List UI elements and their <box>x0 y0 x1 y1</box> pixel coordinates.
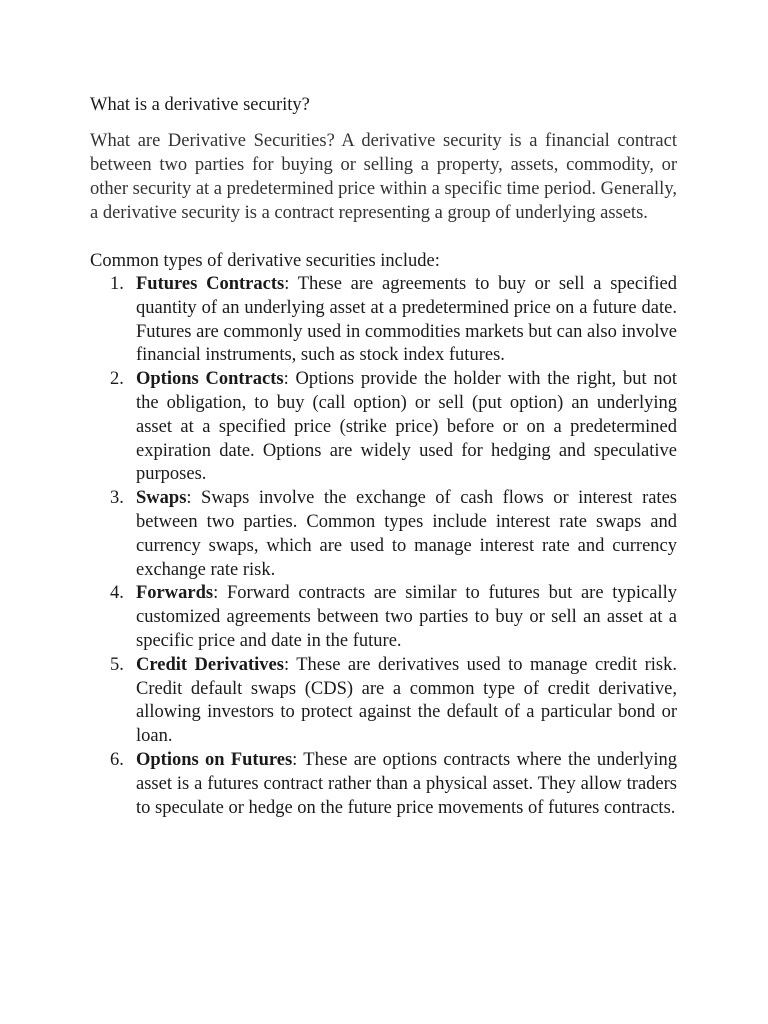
list-item-text: : Swaps involve the exchange of cash flows or interest rates between two parties. Common types include interest rate swaps and currency swaps, which are used to manage interest rate and currency exchange rate risk. <box>136 488 677 580</box>
document-page <box>90 93 677 820</box>
list-item-swaps <box>90 487 677 582</box>
document-heading: What is a derivative security? <box>90 95 310 115</box>
intro-paragraph: What are Derivative Securities? A derivative security is a financial contract between two parties for buying or selling a property, assets, commodity, or other security at a predetermined price within a specific time period. Generally, a derivative security is a contract representing a group of underlying assets. <box>90 131 677 223</box>
list-item-term: Options Contracts <box>136 369 284 390</box>
list-item-forwards <box>90 582 677 653</box>
list-item-text: : These are options contracts where the underlying asset is a futures contract rather than a physical asset. They allow traders to speculate or hedge on the future price movements of futures contracts. <box>136 749 677 818</box>
list-item-number: 3. <box>110 488 124 509</box>
list-item-term: Credit Derivatives <box>136 654 284 675</box>
derivative-types-list <box>90 273 677 820</box>
list-item-term: Futures Contracts <box>136 274 285 294</box>
list-item-options-contracts <box>90 368 677 487</box>
list-item-text: : Options provide the holder with the right, but not the obligation, to buy (call option) or sell (put option) an underlying asset at a specified price (strike price) before or on a predetermined expiration date. Options are widely used for hedging and speculative purposes. <box>136 369 677 485</box>
list-item-term: Options on Futures <box>136 749 293 770</box>
list-item-number: 5. <box>110 654 124 675</box>
list-item-text: : Forward contracts are similar to futures but are typically customized agreements between two parties to buy or sell an asset at a specific price and date in the future. <box>136 583 677 651</box>
list-lead-text: Common types of derivative securities include: <box>90 251 440 271</box>
list-item-text: : These are agreements to buy or sell a specified quantity of an underlying asset at a predetermined price on a future date. Futures are commonly used in commodities markets but can also involve financial instruments, such as stock index futures. <box>136 274 678 366</box>
list-item-options-on-futures <box>90 749 677 820</box>
list-item-term: Swaps <box>136 488 187 509</box>
list-item-number: 6. <box>110 749 124 770</box>
list-item-futures-contracts <box>90 273 677 368</box>
list-item-number: 2. <box>110 369 124 390</box>
list-item-text: : These are derivatives used to manage credit risk. Credit default swaps (CDS) are a common type of credit derivative, allowing investors to protect against the default of a particular bond or loan. <box>136 654 678 747</box>
list-item-credit-derivatives <box>90 654 677 749</box>
list-item-number: 1. <box>110 274 124 294</box>
list-item-term: Forwards <box>136 583 214 604</box>
list-item-number: 4. <box>110 583 124 604</box>
